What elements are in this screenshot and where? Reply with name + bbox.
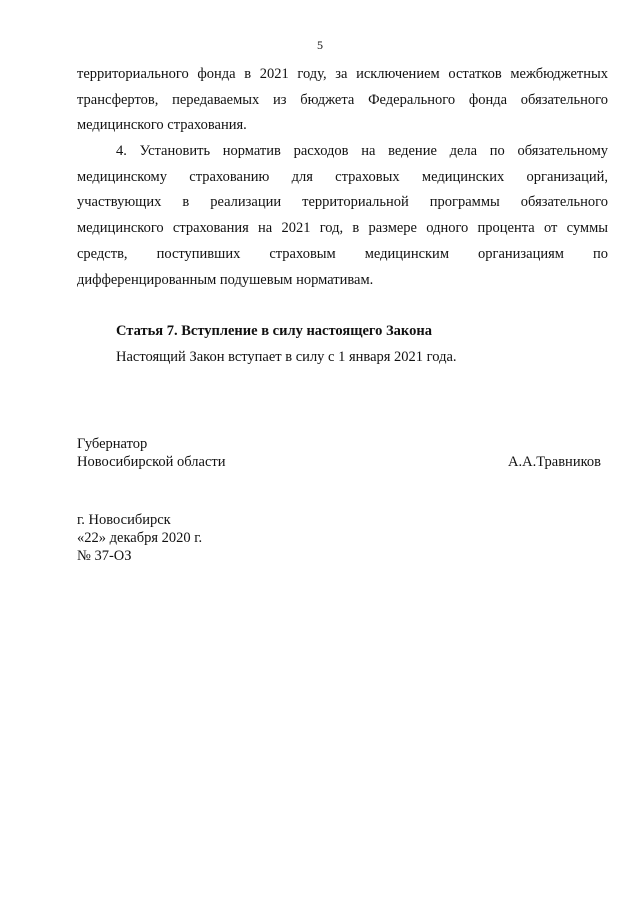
paragraph-line: медицинскому страхованию для страховых медицинских организаций,	[77, 169, 608, 185]
footer-number: № 37-ОЗ	[77, 548, 132, 564]
paragraph-line: 4. Установить норматив расходов на ведение дела по обязательному	[116, 143, 608, 159]
signature-position-line-2: Новосибирской области	[77, 454, 226, 470]
paragraph-line: трансфертов, передаваемых из бюджета Федерального фонда обязательного	[77, 92, 608, 108]
footer-date: «22» декабря 2020 г.	[77, 530, 203, 546]
paragraph-line: средств, поступивших страховым медицинским организациям по	[77, 246, 608, 262]
article-text: Настоящий Закон вступает в силу с 1 января 2021 года.	[116, 349, 457, 365]
article-heading: Статья 7. Вступление в силу настоящего Закона	[116, 323, 432, 339]
paragraph-line: медицинского страхования на 2021 год, в размере одного процента от суммы	[77, 220, 608, 236]
paragraph-line: участвующих в реализации территориальной программы обязательного	[77, 194, 608, 210]
signature-name: А.А.Травников	[508, 454, 601, 470]
paragraph-line: дифференцированным подушевым нормативам.	[77, 272, 374, 288]
signature-position-line-1: Губернатор	[77, 436, 148, 452]
page-number: 5	[317, 38, 323, 52]
paragraph-line: территориального фонда в 2021 году, за исключением остатков межбюджетных	[77, 66, 608, 82]
paragraph-line: медицинского страхования.	[77, 117, 247, 133]
footer-city: г. Новосибирск	[77, 512, 171, 528]
